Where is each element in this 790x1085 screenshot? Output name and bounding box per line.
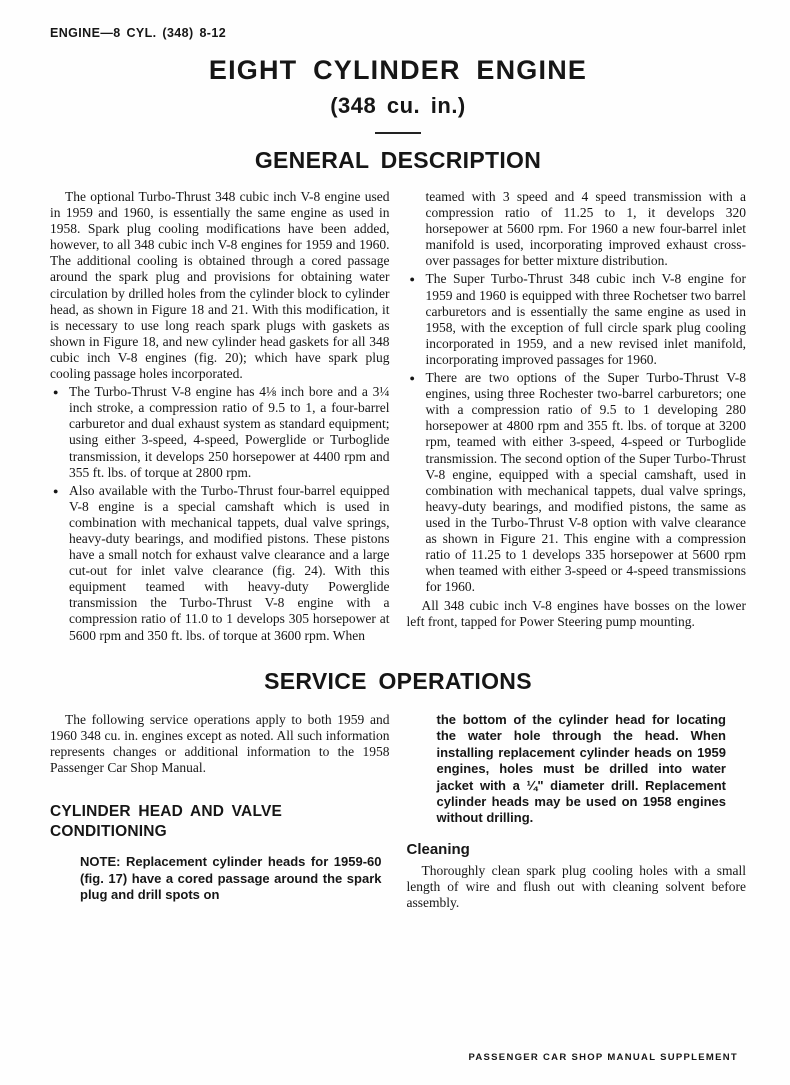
general-description-right-column	[407, 189, 747, 644]
service-operations-heading: SERVICE OPERATIONS	[264, 668, 532, 695]
bullet-item-special-camshaft: ● Also available with the Turbo-Thrust four-barrel equipped V-8 engine is a special camshaft which is used in combination with mechanical tappets, dual valve springs, heavy-duty bearings, and modified pistons. These pistons have a small notch for exhaust valve clearance and a large cut-out for inlet valve clearance (fig. 24). With this equipment teamed with heavy-duty Powerglide transmission the Turbo-Thrust V-8 engine with a compression ratio of 11.0 to 1 develops 305 horsepower at 5600 rpm and 350 ft. lbs. of torque at 3600 rpm. When	[50, 483, 390, 644]
cylinder-head-valve-heading: CYLINDER HEAD AND VALVE CONDITIONING	[50, 803, 283, 841]
replacement-heads-note: NOTE: Replacement cylinder heads for 1959-60 (fig. 17) have a cored passage around the spark plug and drill spots on	[80, 854, 382, 903]
general-description-left-column	[50, 189, 390, 644]
service-operations-left-column	[50, 712, 390, 911]
page-footer: PASSENGER CAR SHOP MANUAL SUPPLEMENT	[468, 1052, 738, 1063]
continuation-paragraph: teamed with 3 speed and 4 speed transmission with a compression ratio of 11.25 to 1, it develops 320 horsepower at 5600 rpm. For 1960 a new four-barrel inlet manifold is used, incorporating improved exhaust cross-over passages for better mixture distribution.	[425, 189, 746, 269]
service-operations-right-column	[407, 712, 747, 911]
page-title: EIGHT CYLINDER ENGINE	[208, 55, 588, 85]
general-description-columns	[50, 189, 746, 644]
page-subtitle: (348 cu. in.)	[330, 93, 466, 118]
replacement-heads-note-continuation: the bottom of the cylinder head for locating the water hole through the head. When installing replacement cylinder heads on 1959 engines, holes must be drilled into water jacket with a ¼" diameter drill. Replacement cylinder heads may be used on 1958 engines without drilling.	[436, 712, 726, 826]
bullet-item-two-options: ● There are two options of the Super Turbo-Thrust V-8 engines, using three Rochester two-barrel carburetors; one with a compression ratio of 9.5 to 1 developing 280 horsepower at 4800 rpm and 355 ft. lbs. of torque at 3200 rpm, teamed with either 3-speed, 4-speed or Turboglide transmission. The second option of the Super Turbo-Thrust V-8 engine, equipped with a special camshaft, used in combination with mechanical tappets, dual valve springs, heavy-duty bearings, and modified pistons, the same as used in the Turbo-Thrust V-8 option with valve clearance as shown in Figure 21. This engine with a compression ratio of 11.25 to 1 develops 335 horsepower at 5600 rpm when teamed with either 3-speed or 4-speed transmissions for 1960.	[407, 370, 747, 595]
bullet-item-super-turbo-thrust: ● The Super Turbo-Thrust 348 cubic inch V-8 engine for 1959 and 1960 is equipped with three Rochetser two barrel carburetors and is essentially the same engine as used in 1958, with the exception of full circle spark plug cooling incorporated in 1959, and a new revised inlet manifold, incorporating improved passages for 1960.	[407, 271, 747, 368]
page-running-header: ENGINE—8 CYL. (348) 8-12	[50, 26, 227, 40]
general-description-heading: GENERAL DESCRIPTION	[254, 147, 542, 173]
service-operations-columns	[50, 712, 746, 911]
intro-paragraph: The optional Turbo-Thrust 348 cubic inch V-8 engine used in 1959 and 1960, is essentially the same engine as used in 1958. Spark plug cooling modifications have been added, however, to all 348 cubic inch V-8 engines for 1959 and 1960. The additional cooling is obtained through a cored passage around the spark plug and provisions for obtaining water circulation by drilled holes from the cylinder block to cylinder head, as shown in Figure 18 and 21. With this modification, it is necessary to use long reach spark plugs with gaskets as shown in Figure 18, and new cylinder head gaskets for all 348 cubic inch V-8 engines (fig. 20); which have spark plug cooling passage holes incorporated.	[50, 189, 390, 382]
divider-rule	[375, 132, 421, 134]
bullet-item-turbo-thrust-specs: ● The Turbo-Thrust V-8 engine has 4⅛ inch bore and a 3¼ inch stroke, a compression ratio of 9.5 to 1, a four-barrel carburetor and dual exhaust system as standard equipment; using either 3-speed, 4-speed, Powerglide or Turboglide transmission, it develops 250 horsepower at 4400 rpm and 355 ft. lbs. of torque at 2800 rpm.	[50, 384, 390, 481]
cleaning-heading: Cleaning	[406, 840, 470, 858]
cleaning-paragraph: Thoroughly clean spark plug cooling holes with a small length of wire and flush out with cleaning solvent before assembly.	[406, 862, 746, 911]
service-intro-paragraph: The following service operations apply to both 1959 and 1960 348 cu. in. engines except as noted. All such information represents changes or additional information to the 1958 Passenger Car Shop Manual.	[50, 712, 390, 776]
closing-paragraph: All 348 cubic inch V-8 engines have bosses on the lower left front, tapped for Power Steering pump mounting.	[406, 598, 746, 630]
